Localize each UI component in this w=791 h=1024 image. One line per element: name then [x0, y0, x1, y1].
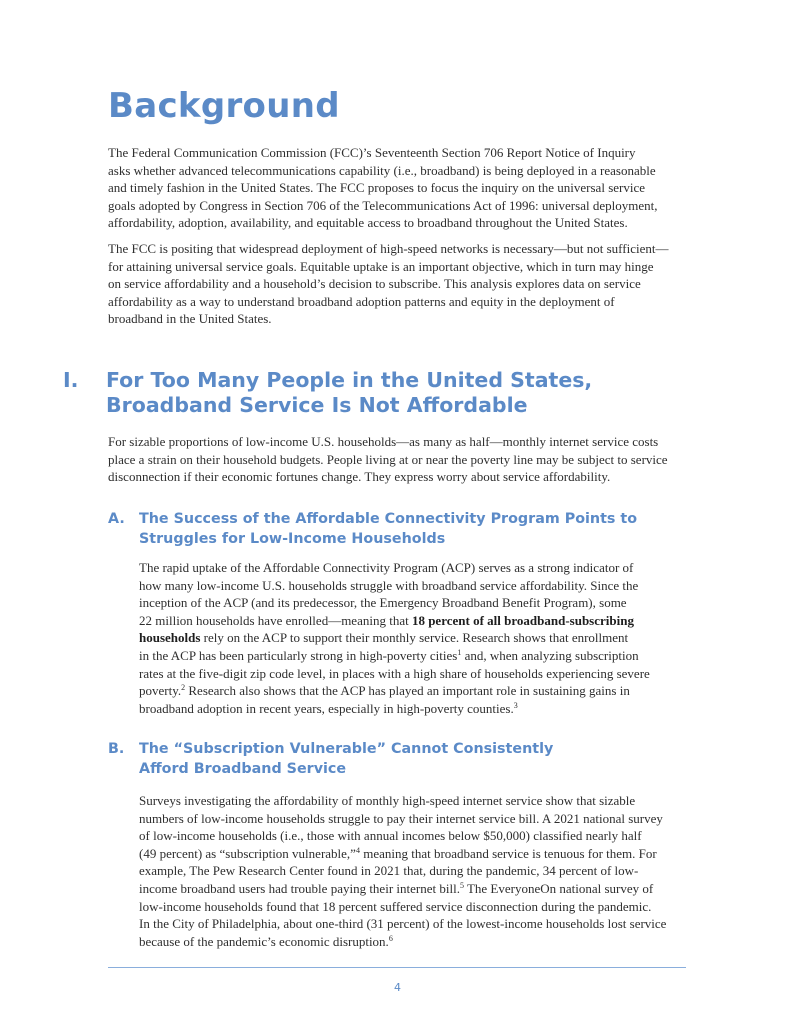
text-line: Surveys investigating the affordability of monthly high-speed internet service show that sizable	[139, 793, 636, 808]
text-line: of low-income households (i.e., those with annual incomes below $50,000) classified nearly half	[139, 828, 642, 844]
footnote-ref[interactable]: 5	[459, 880, 464, 890]
heading-line: The Success of the Affordable Connectivity Program Points to	[139, 511, 638, 527]
text: because of the pandemic’s economic disruption.	[139, 933, 389, 949]
section-number: I.	[63, 368, 79, 392]
text-line	[139, 845, 666, 863]
text-line: asks whether advanced telecommunications capability (i.e., broadband) is being deployed in a reasonable	[108, 162, 656, 178]
bold-text: households	[139, 630, 201, 646]
text-line: low-income households found that 18 percent suffered service disconnection during the pandemic.	[139, 898, 652, 914]
text-line	[139, 933, 666, 951]
text-line: affordability, adoption, availability, and equitable access to broadband throughout the United States.	[108, 215, 628, 231]
text: in the ACP has been particularly strong in high-poverty cities	[139, 647, 458, 663]
background-paragraph-1	[108, 144, 657, 232]
text-line	[139, 682, 650, 700]
heading-line: The “Subscription Vulnerable” Cannot Consistently	[139, 741, 554, 757]
text: The EveryoneOn national survey of	[463, 880, 654, 896]
text: rely on the ACP to support their monthly service. Research shows that enrollment	[200, 630, 629, 646]
heading-line: Broadband Service Is Not Affordable	[106, 393, 528, 417]
text-line: For sizable proportions of low-income U.S. households—as many as half—monthly internet service costs	[108, 434, 659, 449]
text-line: The rapid uptake of the Affordable Connectivity Program (ACP) serves as a strong indicator of	[139, 560, 634, 575]
footnote-ref[interactable]: 4	[355, 845, 360, 855]
section-intro-paragraph	[108, 433, 668, 486]
subsection-heading	[139, 509, 637, 549]
footnote-ref[interactable]: 1	[457, 647, 462, 657]
subsection-b-paragraph	[139, 792, 666, 950]
text-line: goals adopted by Congress in Section 706 of the Telecommunications Act of 1996: universal deployment,	[108, 197, 658, 213]
text: 22 million households have enrolled—meaning that	[139, 612, 412, 628]
footnote-ref[interactable]: 3	[513, 700, 518, 710]
subsection-a-paragraph	[139, 559, 650, 717]
footnote-ref[interactable]: 2	[181, 683, 186, 693]
text: broadband adoption in recent years, especially in high-poverty counties.	[139, 700, 514, 716]
text: poverty.	[139, 683, 182, 699]
footer-divider	[108, 967, 686, 968]
text-line: and timely fashion in the United States. The FCC proposes to focus the inquiry on the universal service	[108, 180, 645, 196]
subsection-heading	[139, 739, 553, 779]
bold-text: 18 percent of all broadband-subscribing	[411, 612, 634, 628]
section-heading	[106, 368, 592, 418]
text-line: disconnection if their economic fortunes change. They express worry about service affordability.	[108, 469, 611, 485]
text-line: affordability as a way to understand broadband adoption patterns and equity in the deployment of	[108, 293, 615, 309]
text-line: place a strain on their household budgets. People living at or near the poverty line may be subject to service	[108, 451, 668, 467]
text-line	[139, 880, 666, 898]
heading-line: Afford Broadband Service	[139, 761, 347, 777]
text-line	[139, 647, 650, 665]
text-line	[139, 629, 650, 647]
text-line: example, The Pew Research Center found in 2021 that, during the pandemic, 34 percent of low-	[139, 863, 639, 879]
page-title: Background	[108, 86, 340, 126]
text-line: inception of the ACP (and its predecessor, the Emergency Broadband Benefit Program), some	[139, 595, 627, 611]
text-line: numbers of low-income households struggle to pay their internet service bill. A 2021 national survey	[139, 810, 663, 826]
page-number: 4	[394, 981, 401, 994]
text-line: how many low-income U.S. households struggle with broadband service affordability. Since the	[139, 577, 639, 593]
text: income broadband users had trouble paying their internet bill.	[139, 880, 460, 896]
text: Research also shows that the ACP has played an important role in sustaining gains in	[185, 683, 630, 699]
text-line: The Federal Communication Commission (FCC)’s Seventeenth Section 706 Report Notice of Inquiry	[108, 145, 636, 160]
text: (49 percent) as “subscription vulnerable,”	[139, 845, 356, 861]
subsection-letter: B.	[108, 741, 125, 757]
text-line: In the City of Philadelphia, about one-third (31 percent) of the lowest-income households lost service	[139, 916, 667, 932]
background-paragraph-2	[108, 240, 668, 328]
text-line: for attaining universal service goals. Equitable uptake is an important objective, which in turn may hinge	[108, 258, 654, 274]
footnote-ref[interactable]: 6	[388, 933, 393, 943]
heading-line: For Too Many People in the United States,	[106, 368, 593, 392]
text-line	[139, 612, 650, 630]
text-line: rates at the five-digit zip code level, in places with a high share of households experiencing severe	[139, 665, 650, 681]
text: and, when analyzing subscription	[461, 647, 639, 663]
text-line: on service affordability and a household’s decision to subscribe. This analysis explores data on service	[108, 276, 641, 292]
text: meaning that broadband service is tenuous for them. For	[359, 845, 657, 861]
heading-line: Struggles for Low-Income Households	[139, 531, 446, 547]
text-line: broadband in the United States.	[108, 311, 272, 327]
subsection-letter: A.	[108, 511, 125, 527]
text-line	[139, 700, 650, 718]
text-line: The FCC is positing that widespread deployment of high-speed networks is necessary—but not sufficient—	[108, 241, 669, 256]
